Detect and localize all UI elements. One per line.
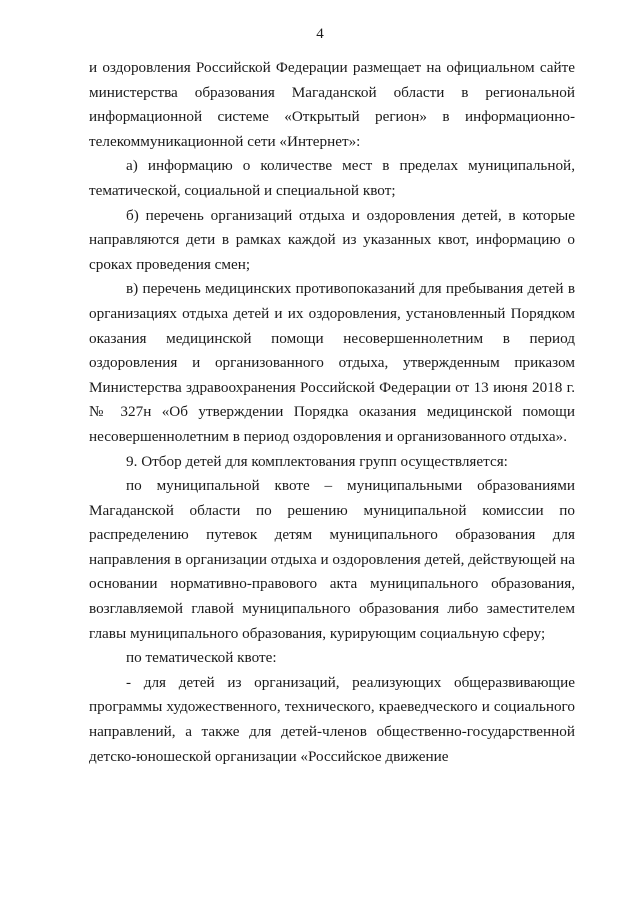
paragraph-thematic-quota: по тематической квоте:: [126, 649, 277, 667]
paragraph-item-c: в) перечень медицинских противопоказаний для пребывания детей в организациях отдыха детей и их оздоровления, установленный Порядком оказания медицинской помощи несовершеннолетним в период оздоровления и организованного отдыха, утвержденным приказом Министерства здравоохранения Российской Федерации от 13 июня 2018 г. № 327н «Об утверждении Порядка оказания медицинской помощи несовершеннолетним в период оздоровления и организованного отдыха».: [89, 280, 575, 445]
document-body: [89, 56, 575, 769]
paragraph-thematic-item: - для детей из организаций, реализующих общеразвивающие программы художественного, технического, краеведческого и социального направлений, а также для детей-членов общественно-государственной детско-юношеской организации «Российское движение: [89, 673, 575, 765]
paragraph-section-9: 9. Отбор детей для комплектования групп осуществляется:: [126, 452, 508, 470]
page-number: 4: [316, 26, 324, 42]
paragraph-item-a: а) информацию о количестве мест в пределах муниципальной, тематической, социальной и специальной квот;: [89, 157, 575, 199]
paragraph-intro: и оздоровления Российской Федерации размещает на официальном сайте министерства образования Магаданской области в региональной информационной системе «Открытый регион» в информационно-телекоммуникационной сети «Интернет»:: [89, 59, 575, 150]
paragraph-item-b: б) перечень организаций отдыха и оздоровления детей, в которые направляются дети в рамках каждой из указанных квот, информацию о сроках проведения смен;: [89, 206, 575, 273]
paragraph-municipal-quota: по муниципальной квоте – муниципальными образованиями Магаданской области по решению муниципальной комиссии по распределению путевок детям муниципального образования для направления в организации отдыха и оздоровления детей, действующей на основании нормативно-правового акта муниципального образования, возглавляемой главой муниципального образования либо заместителем главы муниципального образования, курирующим социальную сферу;: [89, 477, 575, 642]
